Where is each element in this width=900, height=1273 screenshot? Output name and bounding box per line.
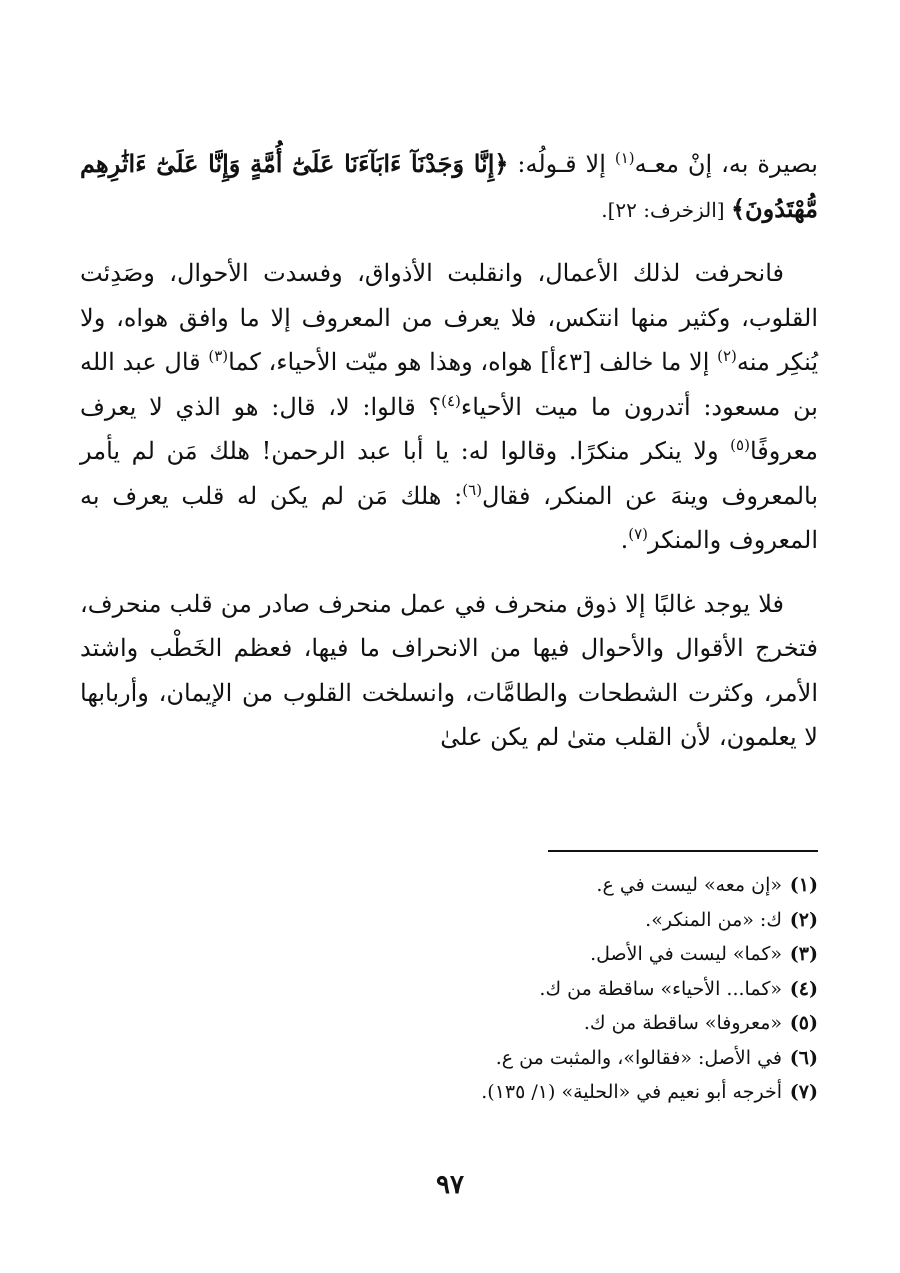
page-number: ٩٧	[436, 1170, 464, 1200]
footnote-text: «إن معه» ليست في ع.	[596, 874, 782, 896]
footnote-number: (٢)	[789, 908, 818, 931]
footnote-text: ك: «من المنكر».	[645, 908, 782, 931]
footnote-number: (١)	[789, 874, 818, 896]
footnote-text: أخرجه أبو نعيم في «الحلية» (١/ ١٣٥).	[481, 1081, 782, 1103]
paragraph-2	[80, 251, 818, 563]
verse-citation: [الزخرف: ٢٢].	[601, 197, 731, 222]
paragraph-1-text-a: بصيرة به، إنْ معـه	[634, 150, 818, 178]
paragraph-3-text: فلا يوجد غالبًا إلا ذوق منحرف في عمل منحرف صادر من قلب منحرف، فتخرج الأقوال والأحوال فيها من الانحراف ما فيها، فعظم الخَطْب واشتد الأمر، وكثرت الشطحات والطامَّات، وانسلخت القلوب من الإيمان، وأربابها لا يعلمون، لأن القلب متىٰ لم يكن علىٰ	[80, 589, 818, 751]
footnote-text: «كما... الأحياء» ساقطة من ك.	[539, 977, 782, 1000]
paragraph-2-text-5: ولا ينكر منكرًا. وقالوا له: يا أبا عبد الرحمن! هلك مَن لم يأمر بالمعروف وينهَ عن المنكر، فقال	[80, 437, 819, 510]
footnote-number: (٣)	[789, 943, 818, 965]
paragraph-2-text-7: .	[620, 526, 629, 554]
footnote-number: (٥)	[789, 1012, 818, 1034]
footnote-number: (٦)	[789, 1046, 818, 1069]
paragraph-2-text-1: فانحرفت لذلك الأعمال، وانقلبت الأذواق، وفسدت الأحوال، وصَدِئت القلوب، وكثير منها انتكس، فلا يعرف من المعروف إلا ما وافق هواه، ولا يُنكِر منه	[80, 259, 819, 376]
paragraph-3	[80, 582, 818, 760]
footnote-text: «كما» ليست في الأصل.	[590, 943, 782, 965]
footnote-7	[80, 1075, 818, 1110]
paragraph-2-text-6: : هلك مَن لم يكن له قلب يعرف به المعروف والمنكر	[80, 481, 818, 554]
quran-verse: ﴿إِنَّا وَجَدْنَآ ءَابَآءَنَا عَلَىٰٓ أُمَّةٍ وَإِنَّا عَلَىٰٓ ءَاثَٰرِهِم مُّهْتَدُونَ﴾	[80, 149, 818, 223]
footnote-ref-2: (٢)	[717, 347, 737, 365]
paragraph-2-text-2: إلا ما خالف [٤٣أ] هواه، وهذا هو ميّت الأحياء، كما	[228, 348, 718, 376]
footnote-ref-5: (٥)	[730, 436, 750, 454]
paragraph-1-text-b: إلا قـولُه:	[508, 150, 615, 178]
footnote-ref-4: (٤)	[441, 391, 461, 410]
paragraph-2-text-4: ؟ قالوا: لا، قال: هو الذي لا يعرف معروفًا	[80, 392, 818, 465]
footnote-2	[80, 903, 818, 938]
paragraph-2-text-3: قال عبد الله بن مسعود: أتدرون ما ميت الأحياء	[80, 348, 818, 421]
footnote-text: «معروفا» ساقطة من ك.	[583, 1012, 782, 1034]
footnote-number: (٧)	[789, 1081, 818, 1103]
footnote-ref-7: (٧)	[628, 525, 649, 543]
footnote-ref-6: (٦)	[462, 480, 483, 499]
paragraph-1	[80, 142, 818, 232]
footnote-divider	[548, 850, 818, 852]
footnote-text: في الأصل: «فقالوا»، والمثبت من ع.	[495, 1046, 782, 1069]
footnote-3	[80, 937, 818, 972]
footnote-6	[80, 1041, 818, 1076]
main-text	[80, 142, 818, 779]
footnote-4	[80, 972, 818, 1007]
footnotes-list	[80, 868, 818, 1110]
footnote-number: (٤)	[789, 977, 818, 1000]
footnote-ref-1: (١)	[614, 149, 635, 167]
footnote-5	[80, 1006, 818, 1041]
footnote-1	[80, 868, 818, 903]
footnote-ref-3: (٣)	[208, 347, 229, 365]
